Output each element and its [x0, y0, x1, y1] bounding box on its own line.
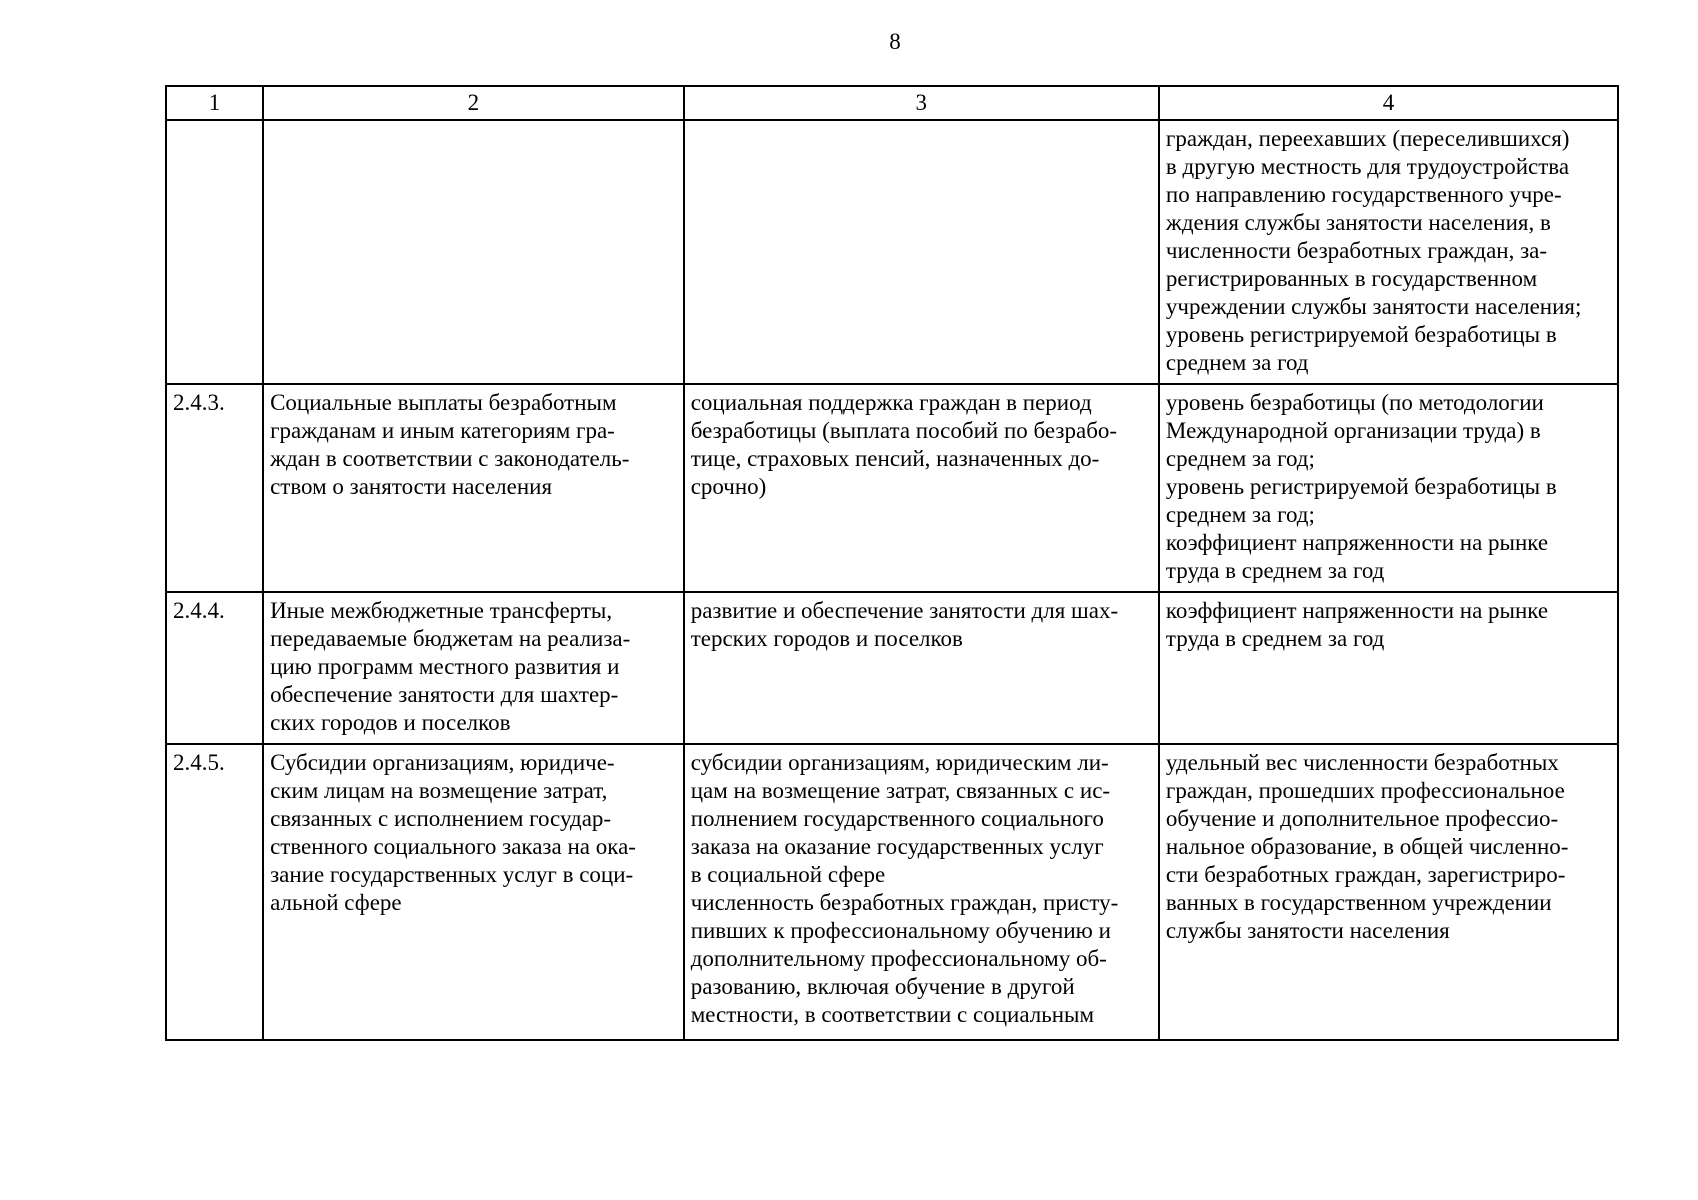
row-activity-cell: субсидии организациям, юридическим ли- цам на возмещение затрат, связанных с ис- полнением государственного социального заказа на оказание государственных услуг в социальной сфере численность безработных граждан, присту- пивших к профессиональному обучению и дополнительному профессиональному об- разованию, включая обучение в другой местности, в соответствии с социальным — [684, 744, 1159, 1040]
column-header-2: 2 — [263, 86, 684, 120]
column-header-1: 1 — [166, 86, 263, 120]
column-header-4: 4 — [1159, 86, 1618, 120]
row-indicator-cell: уровень безработицы (по методологии Международной организации труда) в среднем за год; уровень регистрируемой безработицы в среднем за год; коэффициент напряженности на рынке труда в среднем за год — [1159, 384, 1618, 592]
row-name-cell: Субсидии организациям, юридиче- ским лицам на возмещение затрат, связанных с исполнением государ- ственного социального заказа на ока- зание государственных услуг в соци- альной сфере — [263, 744, 684, 1040]
row-name-cell: Социальные выплаты безработным гражданам и иным категориям гра- ждан в соответствии с законодатель- ством о занятости населения — [263, 384, 684, 592]
row-code-cell: 2.4.4. — [166, 592, 263, 744]
page-number: 8 — [889, 29, 901, 54]
table-row — [166, 384, 1618, 592]
row-activity-cell: социальная поддержка граждан в период безработицы (выплата пособий по безрабо- тице, страховых пенсий, назначенных до- срочно) — [684, 384, 1159, 592]
row-code-cell: 2.4.3. — [166, 384, 263, 592]
row-name-cell — [263, 120, 684, 384]
table-row — [166, 744, 1618, 1040]
table-row — [166, 120, 1618, 384]
table-header-row — [166, 86, 1618, 120]
row-code-cell — [166, 120, 263, 384]
row-activity-cell: развитие и обеспечение занятости для шах- терских городов и поселков — [684, 592, 1159, 744]
row-activity-cell — [684, 120, 1159, 384]
row-indicator-cell: удельный вес численности безработных граждан, прошедших профессиональное обучение и дополнительное профессио- нальное образование, в общей численно- сти безработных граждан, зарегистриро- ванных в государственном учреждении службы занятости населения — [1159, 744, 1618, 1040]
row-code-cell: 2.4.5. — [166, 744, 263, 1040]
column-header-3: 3 — [684, 86, 1159, 120]
row-indicator-cell: граждан, переехавших (переселившихся) в другую местность для трудоустройства по направлению государственного учре- ждения службы занятости населения, в численности безработных граждан, за- регистрированных в государственном учреждении службы занятости населения; уровень регистрируемой безработицы в среднем за год — [1159, 120, 1618, 384]
row-name-cell: Иные межбюджетные трансферты, передаваемые бюджетам на реализа- цию программ местного развития и обеспечение занятости для шахтер- ских городов и поселков — [263, 592, 684, 744]
table-row — [166, 592, 1618, 744]
program-table — [165, 85, 1619, 1041]
row-indicator-cell: коэффициент напряженности на рынке труда в среднем за год — [1159, 592, 1618, 744]
